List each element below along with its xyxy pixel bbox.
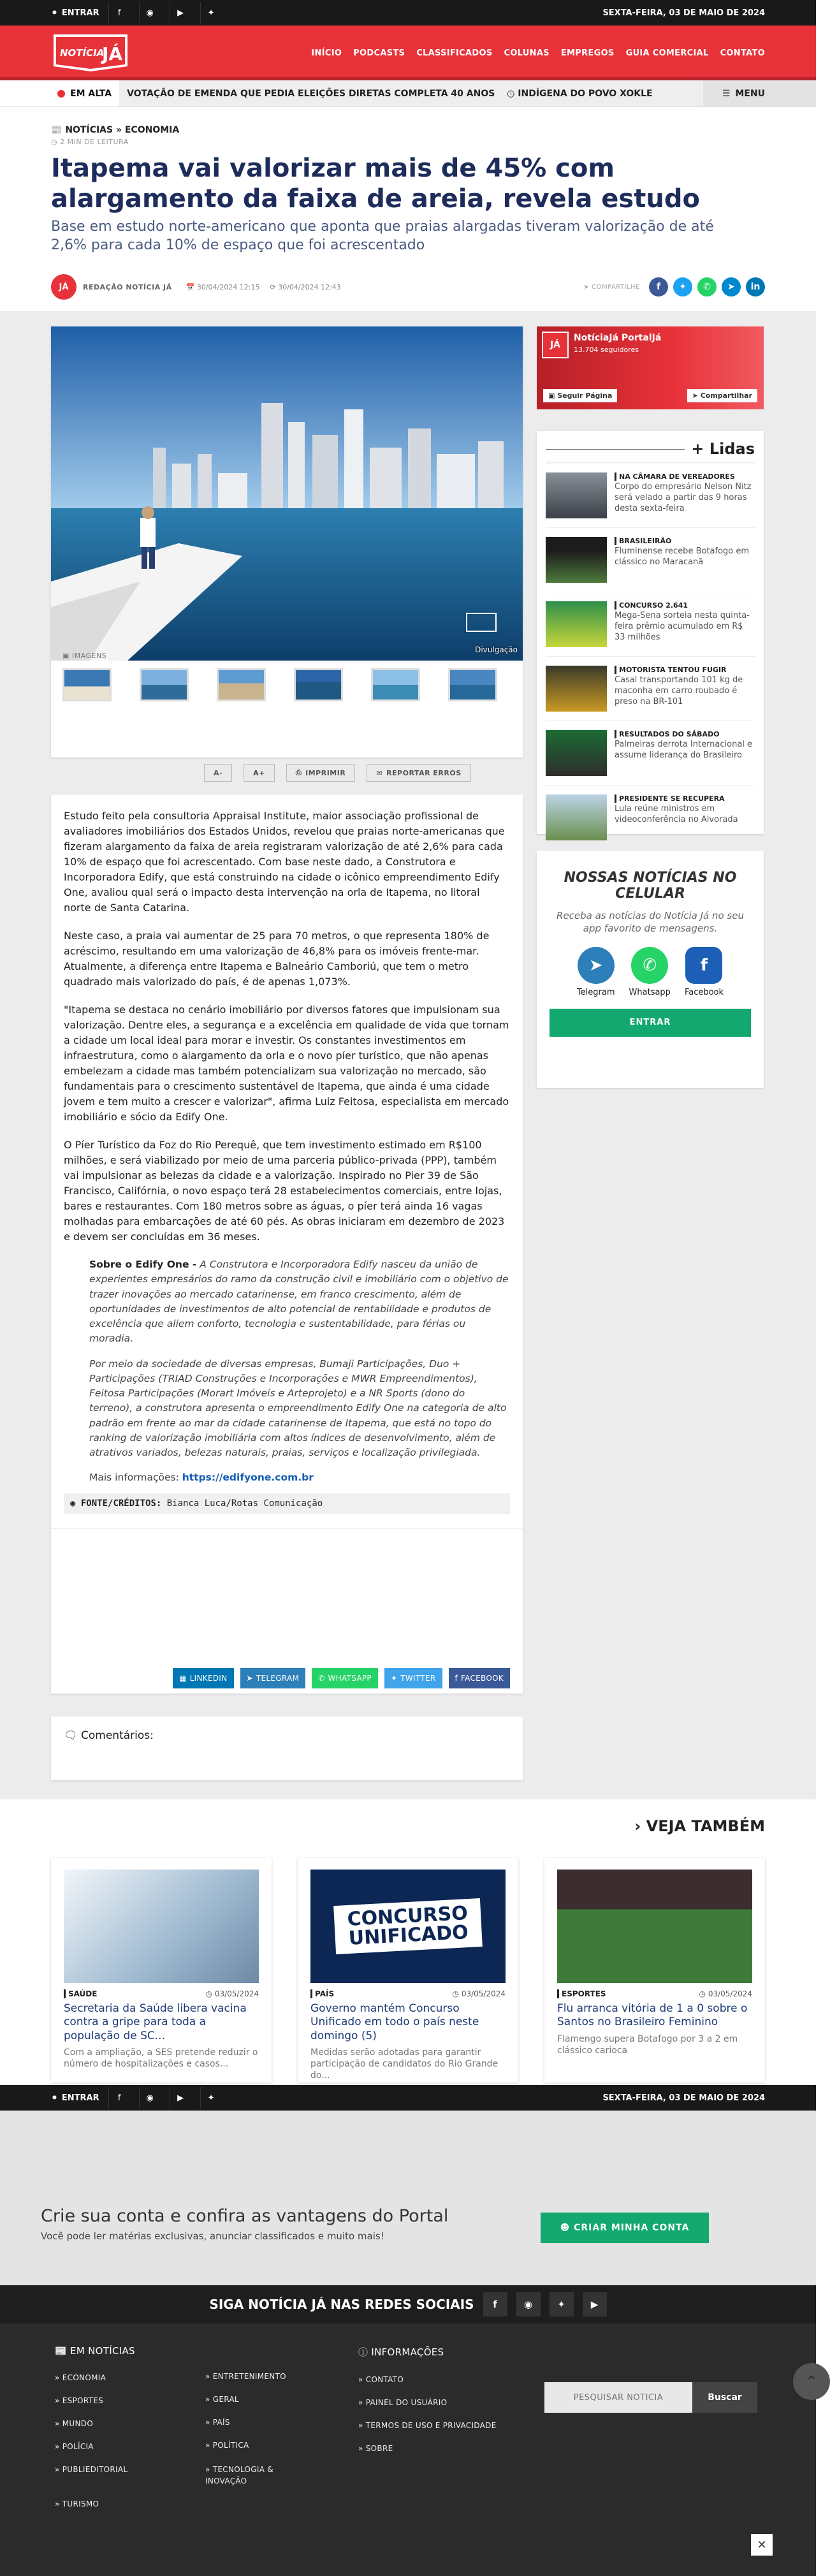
app-widget-text: Receba as notícias do Notícia Já no seu app favorito de mensagens. [557, 910, 744, 935]
updated-date: ⟳ 30/04/2024 12:43 [270, 282, 341, 291]
footer-link[interactable]: » ECONOMIA [55, 2373, 106, 2382]
gallery-thumbnail[interactable] [62, 668, 112, 701]
gallery-thumbnail[interactable] [294, 668, 343, 701]
back-to-top-button[interactable] [793, 2363, 830, 2400]
about-title: Sobre o Edify One - [89, 1259, 197, 1270]
about-paragraph: Por meio da sociedade de diversas empresas, Bumaji Participações, Duo + Participações (TRIAD Construções e Incorporações e MWR Empreendimentos), Feitosa Participações (Morart Imóveis e Arteprojeto) e a NR Sports (dono do terreno), a construtora apresenta o empreendimento Edify One na categoria de alto padrão em frente ao mar da cidade catarinense de Itapema, que está no topo do ranking de valorização imobiliária com altos índices de desenvolvimento, além de atrativos variados, belezas naturais, praias, serviços e localização privilegiada. [89, 1358, 507, 1458]
user-icon: ☻ [560, 2223, 571, 2233]
footer-link[interactable]: » CONTATO [358, 2375, 404, 2384]
footer-news-col [55, 2345, 135, 2522]
app-enter-button[interactable]: ENTRAR [550, 1009, 751, 1037]
login-link[interactable]: ⚫ ENTRAR [51, 2093, 99, 2103]
related-card-image [557, 1870, 752, 1983]
footer-link[interactable]: » TECNOLOGIA & INOVAÇÃO [205, 2465, 274, 2485]
page-logo: JÁ [542, 332, 569, 358]
comments-icon: 🗨 [64, 1729, 78, 1742]
related-news-section [0, 1799, 816, 2088]
list-item[interactable]: PRESIDENTE SE RECUPERA Lula reúne ministros em videoconferência no Alvorada [546, 786, 755, 849]
nav-guia-comercial[interactable]: GUIA COMERCIAL [625, 48, 709, 58]
comments-section: 🗨 Comentários: [51, 1716, 523, 1780]
gallery-card [51, 326, 523, 757]
footer-link[interactable]: » PUBLIEDITORIAL [55, 2465, 128, 2474]
ticker-item[interactable]: INDÍGENA DO POVO XOKLE [518, 88, 653, 99]
share-whatsapp-button[interactable]: ✆ WHATSAPP [312, 1668, 378, 1688]
newspaper-icon: 📰 [51, 125, 62, 135]
nav-colunas[interactable]: COLUNAS [504, 48, 550, 58]
calendar-icon: 📅 [186, 282, 195, 291]
fb-followers: 13.704 seguidores [574, 346, 639, 354]
thumbnail-strip [62, 668, 497, 701]
top-bar [0, 0, 816, 26]
image-icon: ▣ [62, 652, 69, 660]
page-title: Itapema vai valorizar mais de 45% com alargamento da faixa de areia, revela estudo [51, 154, 700, 214]
follow-label: SIGA NOTÍCIA JÁ NAS REDES SOCIAIS [209, 2297, 474, 2312]
nav-inicio[interactable]: INÍCIO [311, 48, 342, 58]
print-icon: ⎙ [295, 768, 302, 777]
ticker-item[interactable]: VOTAÇÃO DE EMENDA QUE PEDIA ELEIÇÕES DIRETAS COMPLETA 40 ANOS [127, 88, 495, 99]
article-body [51, 794, 523, 1694]
list-item[interactable]: MOTORISTA TENTOU FUGIR Casal transportando 101 kg de maconha em carro roubado é preso na BR-101 [546, 657, 755, 721]
share-box [584, 277, 765, 296]
instagram-icon[interactable]: ◉ [516, 2292, 541, 2316]
facebook-page-widget[interactable] [537, 326, 764, 409]
live-dot-icon [57, 90, 65, 98]
gallery-thumbnail[interactable] [371, 668, 420, 701]
footer-link[interactable]: » POLÍCIA [55, 2442, 94, 2451]
svg-text:JÁ: JÁ [102, 43, 123, 64]
related-card-date: ◷ 03/05/2024 [205, 1989, 259, 1998]
cta-title: Crie sua conta e confira as vantagens do Portal [41, 2206, 449, 2226]
breadcrumb-section[interactable]: NOTÍCIAS [65, 125, 113, 135]
footer-link[interactable]: » PAÍS [205, 2418, 230, 2427]
twitter-icon[interactable]: ✦ [673, 277, 692, 296]
share-twitter-button[interactable]: ✦ TWITTER [384, 1668, 442, 1688]
related-card[interactable]: ESPORTES ◷ 03/05/2024 Flu arranca vitória de 1 a 0 sobre o Santos no Brasileiro Feminino Flamengo supera Botafogo por 3 a 2 em clássico carioca [544, 1858, 765, 2082]
read-time: ◷ 2 MIN DE LEITURA [51, 138, 129, 146]
article-paragraph: Neste caso, a praia vai aumentar de 25 para 70 metros, o que representa 180% de acréscimo, resultando em uma valorização de 46,8% para os imóveis frente-mar. Atualmente, a diferença entre Itapema e Balneário Camboriú, que tem o metro quadrado mais valorizado do país, é de apenas 1,073%. [64, 930, 490, 988]
source-credits: ◉ FONTE/CRÉDITOS: Bianca Luca/Rotas Comunicação [64, 1493, 510, 1514]
most-read-widget [537, 431, 764, 834]
youtube-icon[interactable]: ▶ [583, 2292, 607, 2316]
article-paragraph: O Píer Turístico da Foz do Rio Perequê, que tem investimento estimado em R$100 milhões, e será viabilizado por meio de uma parceria público-privada (PPP), também vai impulsionar as belezas da cidade e a valorização. Inspirado no Pier 39 de São Francisco, Califórnia, o novo espaço terá 28 estabelecimentos comerciais, entre lojas, bares e restaurantes. Com 180 metros sobre as águas, o píer terá ainda 16 vagas molhadas para embarcações de até 60 pés. As obras iniciaram em dezembro de 2023 e devem ser concluídas em 36 meses. [64, 1139, 505, 1243]
article-paragraph: Estudo feito pela consultoria Appraisal Institute, maior associação profissional de avaliadores imobiliários dos Estados Unidos, revelou que praias norte-americanas que fizeram alargamento da faixa de areia registraram valorização de até 2,6% para cada 10% de espaço que foi acrescentado. Com base neste dado, a Construtora e Incorporadora Edify, que está construindo na cidade o icônico empreendimento Edify One, avaliou qual será o impacto desta intervenção na orla de Itapema, no litoral norte de Santa Catarina. [64, 810, 505, 914]
share-telegram-button[interactable]: ➤ TELEGRAM [240, 1668, 306, 1688]
facebook-icon[interactable]: f [483, 2292, 507, 2316]
author-bar [51, 274, 765, 300]
share-linkedin-button[interactable]: ▦ LINKEDIN [173, 1668, 233, 1688]
fb-share-button[interactable]: ➤ Compartilhar [687, 389, 757, 402]
social-follow-bar [0, 2285, 816, 2324]
telegram-icon: ➤ [578, 947, 615, 984]
instagram-icon[interactable]: ◉ [139, 2087, 161, 2109]
fb-follow-button[interactable]: ▣ Seguir Página [543, 389, 617, 402]
author-name[interactable]: REDAÇÃO NOTÍCIA JÁ [83, 282, 172, 291]
chevron-up-icon: ⌃ [805, 2373, 819, 2390]
refresh-icon: ⟳ [270, 282, 276, 291]
breadcrumb-subsection[interactable]: ECONOMIA [124, 125, 180, 135]
fb-page-name: NotíciaJá PortalJá [574, 333, 662, 343]
related-card-date: ◷ 03/05/2024 [699, 1989, 752, 1998]
telegram-icon[interactable]: ➤ [722, 277, 741, 296]
article-subtitle: Base em estudo norte-americano que aponta que praias alargadas tiveram valorização de até 2,6% para cada 10% de espaço que foi acrescentado [51, 219, 714, 253]
trending-ticker: EM ALTA VOTAÇÃO DE EMENDA QUE PEDIA ELEIÇÕES DIRETAS COMPLETA 40 ANOS ◷ INDÍGENA DO POVO XOKLE ☰ MENU [0, 80, 816, 107]
twitter-icon[interactable]: ✦ [550, 2292, 574, 2316]
menu-button[interactable]: ☰ MENU [703, 80, 816, 106]
user-icon: ⚫ [51, 8, 58, 18]
globe-icon: ◉ [70, 1498, 76, 1509]
comment-icon: ✉ [376, 768, 383, 777]
sticky-top-bar [0, 2085, 816, 2111]
list-item[interactable]: NA CÂMARA DE VEREADORES Corpo do empresário Nelson Nitz será velado a partir das 9 horas desta sexta-feira [546, 464, 755, 528]
twitter-icon[interactable]: ✦ [200, 2087, 222, 2109]
related-card-image [64, 1870, 259, 1983]
facebook-icon: f [685, 947, 722, 984]
list-item[interactable]: BRASILEIRÃO Fluminense recebe Botafogo em clássico no Maracanã [546, 528, 755, 592]
footer-link[interactable]: » POLÍTICA [205, 2441, 249, 2450]
font-decrease-button[interactable]: A- [204, 764, 232, 782]
footer-link[interactable]: » TURISMO [55, 2499, 99, 2508]
clock-icon: ◷ [507, 88, 515, 99]
instagram-icon[interactable]: ◉ [139, 2, 161, 24]
related-card[interactable]: SAÚDE ◷ 03/05/2024 Secretaria da Saúde libera vacina contra a gripe para toda a população de SC... Com a ampliação, a SES pretende reduzir o número de hospitalizações e casos... [51, 1858, 272, 2082]
avatar: JÁ [51, 274, 76, 300]
share-buttons [51, 1668, 510, 1688]
footer-link[interactable]: » GERAL [205, 2395, 239, 2404]
nav-contato[interactable]: CONTATO [720, 48, 765, 58]
login-link[interactable]: ⚫ ENTRAR [51, 8, 99, 18]
article-tools [204, 764, 471, 782]
svg-text:NOTÍCIA: NOTÍCIA [60, 47, 105, 59]
linkedin-icon[interactable]: in [746, 277, 765, 296]
gallery-thumbnail[interactable] [448, 668, 497, 701]
telegram-channel[interactable]: ➤ Telegram [577, 947, 615, 997]
nav-podcasts[interactable]: PODCASTS [353, 48, 405, 58]
current-date: SEXTA-FEIRA, 03 DE MAIO DE 2024 [602, 2093, 765, 2103]
footer-link[interactable]: » SOBRE [358, 2444, 393, 2453]
whatsapp-icon[interactable]: ✆ [697, 277, 717, 296]
site-logo[interactable] [51, 32, 130, 73]
footer-link[interactable]: » PAINEL DO USUÁRIO [358, 2398, 448, 2407]
published-date: 📅 30/04/2024 12:15 [186, 282, 260, 291]
app-widget-title: NOSSAS NOTÍCIAS NO CELULAR [564, 870, 737, 902]
close-icon: ✕ [757, 2538, 767, 2552]
related-card-image: CONCURSO UNIFICADO [310, 1870, 506, 1983]
nav-classificados[interactable]: CLASSIFICADOS [416, 48, 493, 58]
whatsapp-icon: ✆ [631, 947, 668, 984]
youtube-icon[interactable]: ▶ [170, 2087, 191, 2109]
related-card-date: ◷ 03/05/2024 [452, 1989, 506, 1998]
facebook-channel[interactable]: f Facebook [685, 947, 724, 997]
clock-icon: ◷ [51, 138, 58, 146]
close-button[interactable] [751, 2534, 773, 2556]
footer-link[interactable]: » ENTRETENIMENTO [205, 2372, 286, 2381]
facebook-icon[interactable]: f [649, 277, 668, 296]
article-paragraph: "Itapema se destaca no cenário imobiliário por diversos fatores que impulsionam sua valorização. Dentre eles, a segurança e a excelência em qualidade de vida que tornam a cidade um local ideal para morar e investir. Os constantes investimentos em infraestrutura, como o alargamento da orla e o novo píer turístico, que não apenas embelezam a cidade mas também potencializam sua valorização no mercado, são fundamentais para o crescimento sustentável de Itapema, que ainda é uma cidade jovem e tem muito a crescer e valorizar", afirma Luiz Feitosa, especialista em mercado imobiliário e sócio da Edify One. [64, 1004, 509, 1123]
site-footer [0, 2324, 819, 2576]
search-button[interactable]: Buscar [692, 2382, 757, 2413]
user-icon: ⚫ [51, 2093, 58, 2103]
facebook-icon[interactable]: f [108, 2, 130, 24]
footer-info-title: ⓘ INFORMAÇÕES [358, 2346, 444, 2358]
print-button[interactable]: ⎙ IMPRIMIR [286, 764, 356, 782]
footer-link[interactable]: » MUNDO [55, 2419, 94, 2428]
article-main-image[interactable] [51, 326, 523, 661]
footer-info-col [358, 2345, 497, 2467]
whatsapp-channel[interactable]: ✆ Whatsapp [629, 947, 671, 997]
footer-news-col2 [205, 2372, 301, 2501]
share-facebook-button[interactable]: f FACEBOOK [449, 1668, 510, 1688]
footer-search [544, 2382, 757, 2413]
messaging-app-widget [537, 851, 764, 1088]
images-label: ▣ IMAGENS [62, 652, 107, 660]
list-item[interactable]: CONCURSO 2.641 Mega-Sena sorteia nesta quinta-feira prêmio acumulado em R$ 33 milhões [546, 592, 755, 657]
gallery-thumbnail[interactable] [140, 668, 189, 701]
facebook-icon[interactable]: f [108, 2087, 130, 2109]
list-item[interactable]: RESULTADOS DO SÁBADO Palmeiras derrota Internacional e assume liderança do Brasileiro [546, 721, 755, 786]
twitter-icon[interactable]: ✦ [200, 2, 222, 24]
nav-empregos[interactable]: EMPREGOS [560, 48, 615, 58]
search-input[interactable] [544, 2382, 692, 2413]
footer-link[interactable]: » ESPORTES [55, 2396, 104, 2405]
related-card[interactable]: CONCURSO UNIFICADO PAÍS ◷ 03/05/2024 Governo mantém Concurso Unificado em todo o país neste domingo (5) Medidas serão adotadas para garantir participação de candidatos do Rio Grande do... [298, 1858, 518, 2082]
share-label: ➤ COMPARTILHE [583, 283, 640, 291]
related-title: › VEJA TAMBÉM [634, 1817, 765, 1835]
about-company: Sobre o Edify One - A Construtora e Incorporadora Edify nasceu da união de experientes empresários do ramo da construção civil e imobiliário com o objetivo de trazer inovações ao mercado catarinense, em franco crescimento, além de oportunidades de investimentos de alto potencial de rentabilidade e produtos de excelência que aliem conforto, tecnologia e sustentabilidade, para férias ou moradia. Por meio da sociedade de diversas empresas, Bumaji Participações, Duo + Participações (TRIAD Construções e Incorporações e MWR Empreendimentos), Feitosa Participações (Morart Imóveis e Arteprojeto) e a NR Sports (dono do terreno), a construtora apresenta o empreendimento Edify One na categoria de alto padrão em frente ao mar da cidade catarinense de Itapema, que está no topo do ranking de valorização imobiliária com altos índices de desenvolvimento, além de atrativos variados, belezas naturais, praias, serviços e localização privilegiada. Mais informações: https://edifyone.com.br [89, 1257, 510, 1486]
report-errors-button[interactable]: ✉ REPORTAR ERROS [367, 764, 470, 782]
most-read-title: + Lidas [691, 440, 755, 458]
cta-text: Você pode ler matérias exclusivas, anunciar classificados e muito mais! [41, 2230, 384, 2242]
image-caption: Divulgação [475, 645, 518, 654]
create-account-button[interactable]: ☻ CRIAR MINHA CONTA [541, 2213, 709, 2243]
breadcrumb: 📰 NOTÍCIAS » ECONOMIA [51, 125, 180, 135]
footer-news-title: 📰 EM NOTÍCIAS [55, 2345, 135, 2357]
gallery-thumbnail[interactable] [217, 668, 266, 701]
more-info-link[interactable]: https://edifyone.com.br [182, 1472, 314, 1484]
main-nav [311, 48, 765, 58]
site-header [0, 26, 816, 80]
youtube-icon[interactable]: ▶ [170, 2, 191, 24]
current-date: SEXTA-FEIRA, 03 DE MAIO DE 2024 [602, 8, 765, 18]
footer-link[interactable]: » TERMOS DE USO E PRIVACIDADE [358, 2421, 497, 2430]
font-increase-button[interactable]: A+ [244, 764, 275, 782]
signup-cta [0, 2111, 816, 2285]
hamburger-icon: ☰ [722, 88, 731, 99]
